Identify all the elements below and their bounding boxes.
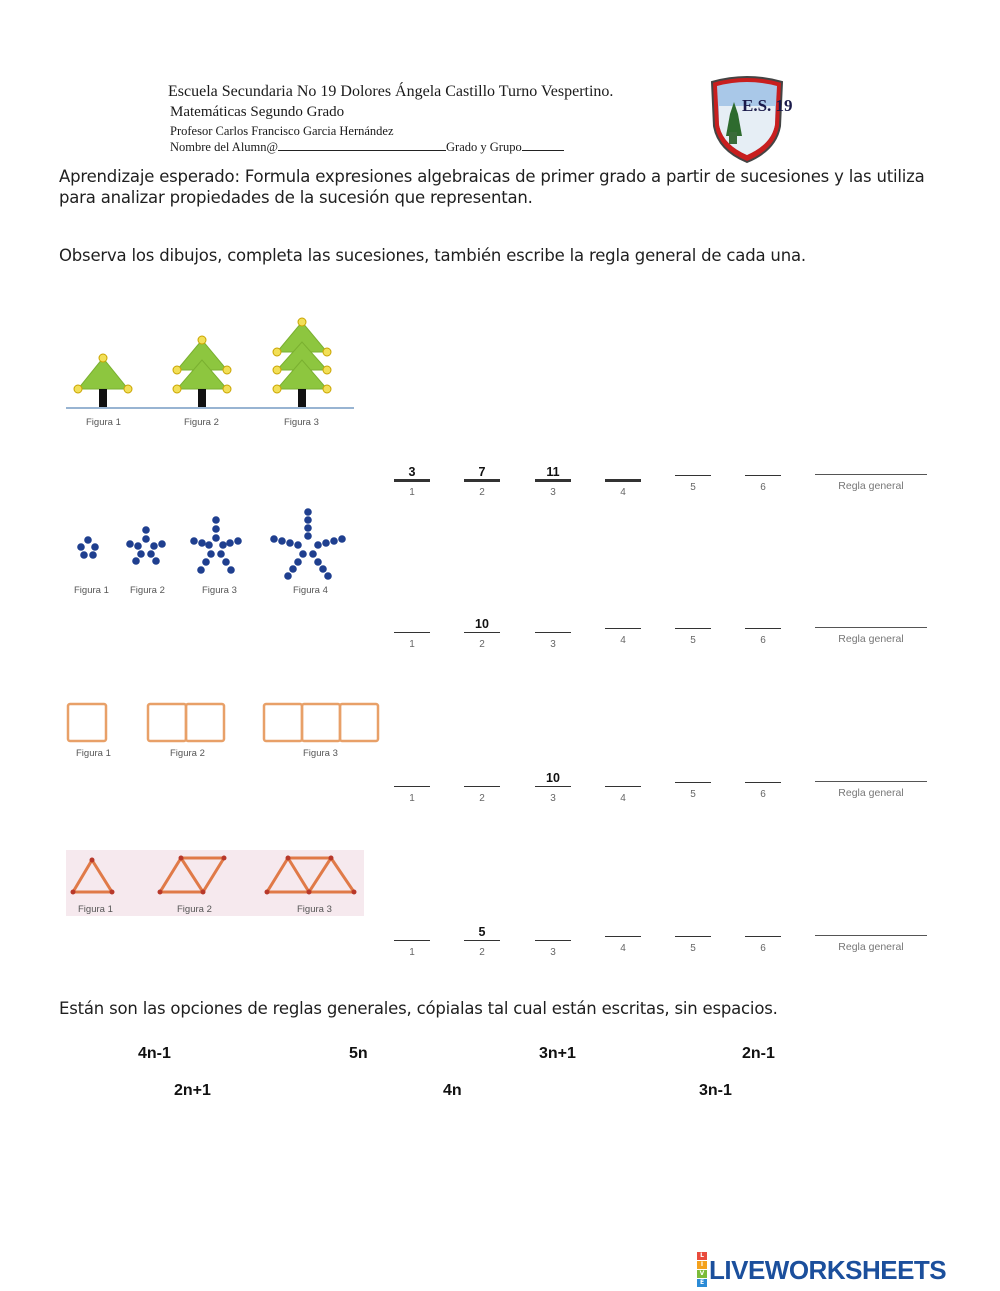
slot-4[interactable] — [605, 918, 641, 954]
slot-6[interactable] — [745, 610, 781, 646]
slot-number: 6 — [760, 635, 766, 646]
slot-number: 2 — [479, 639, 485, 650]
slot-value: 7 — [478, 465, 486, 479]
slot-5[interactable] — [675, 764, 711, 800]
brand-text: LIVEWORKSHEETS — [709, 1254, 947, 1285]
dot-figures — [68, 506, 358, 582]
option-5n: 5n — [349, 1045, 368, 1062]
figure-label: Figura 2 — [130, 585, 165, 596]
slot-2[interactable] — [464, 768, 500, 804]
tree-figure-3 — [273, 318, 331, 407]
slot-number: 6 — [760, 789, 766, 800]
figure-label: Figura 2 — [184, 417, 219, 428]
dot-figure-2 — [126, 526, 166, 565]
slot-number: 3 — [550, 793, 556, 804]
slot-3[interactable] — [535, 922, 571, 958]
rule-label: Regla general — [838, 480, 904, 492]
slot-value: 3 — [408, 465, 416, 479]
slot-3[interactable] — [535, 462, 571, 498]
grade-field[interactable] — [522, 139, 564, 151]
figure-label: Figura 1 — [86, 417, 121, 428]
rule-field-4[interactable] — [815, 918, 927, 953]
rule-field-3[interactable] — [815, 764, 927, 799]
tree-figure-1 — [74, 354, 132, 407]
square-figures — [64, 700, 384, 746]
rule-field-2[interactable] — [815, 610, 927, 645]
slot-2[interactable] — [464, 922, 500, 958]
school-name: Escuela Secundaria No 19 Dolores Ángela Castillo Turno Vespertino. — [168, 83, 614, 100]
rule-label: Regla general — [838, 633, 904, 645]
option-3n-1: 3n-1 — [699, 1082, 732, 1099]
rule-field-1[interactable] — [815, 457, 927, 492]
square-figure-2 — [148, 704, 224, 741]
slot-1[interactable] — [394, 462, 430, 498]
options-intro: Están son las opciones de reglas generales, cópialas tal cual están escritas, sin espacios. — [59, 999, 778, 1018]
rule-label: Regla general — [838, 787, 904, 799]
live-icon: L I V E — [697, 1252, 707, 1288]
slot-1[interactable] — [394, 768, 430, 804]
slot-5[interactable] — [675, 610, 711, 646]
dot-figure-4 — [270, 508, 346, 580]
slot-1[interactable] — [394, 614, 430, 650]
slot-4[interactable] — [605, 462, 641, 498]
figure-label: Figura 3 — [303, 748, 338, 759]
slot-number: 4 — [620, 635, 626, 646]
square-figure-1 — [68, 704, 106, 741]
figure-label: Figura 4 — [293, 585, 328, 596]
slot-number: 5 — [690, 789, 696, 800]
student-label: Nombre del Alumn@ — [170, 140, 279, 154]
slot-number: 1 — [409, 639, 415, 650]
slot-5[interactable] — [675, 918, 711, 954]
slot-number: 4 — [620, 793, 626, 804]
slot-value: 5 — [478, 925, 486, 939]
slot-1[interactable] — [394, 922, 430, 958]
slot-4[interactable] — [605, 768, 641, 804]
figure-label: Figura 1 — [78, 904, 113, 915]
slot-number: 1 — [409, 793, 415, 804]
figure-label: Figura 3 — [284, 417, 319, 428]
slot-number: 2 — [479, 793, 485, 804]
slot-number: 3 — [550, 487, 556, 498]
slot-number: 1 — [409, 947, 415, 958]
instruction: Observa los dibujos, completa las sucesiones, también escribe la regla general de cada una. — [59, 246, 806, 265]
slot-number: 6 — [760, 482, 766, 493]
option-3n+1: 3n+1 — [539, 1045, 576, 1062]
subject: Matemáticas Segundo Grado — [170, 104, 345, 120]
dot-figure-3 — [190, 516, 242, 574]
figure-label: Figura 1 — [74, 585, 109, 596]
slot-value: 11 — [546, 465, 560, 479]
learning-objective: Aprendizaje esperado: Formula expresiones algebraicas de primer grado a partir de sucesiones y las utiliza para analizar propiedades de la sucesión que representan. — [59, 167, 925, 207]
slot-number: 4 — [620, 487, 626, 498]
option-2n-1: 2n-1 — [742, 1045, 775, 1062]
slot-number: 6 — [760, 943, 766, 954]
slot-6[interactable] — [745, 918, 781, 954]
square-figure-3 — [264, 704, 378, 741]
slot-number: 2 — [479, 947, 485, 958]
slot-value: 10 — [546, 771, 560, 785]
figure-label: Figura 1 — [76, 748, 111, 759]
student-line — [170, 139, 564, 155]
slot-6[interactable] — [745, 457, 781, 493]
teacher: Profesor Carlos Francisco Garcia Hernández — [170, 124, 394, 138]
figure-label: Figura 2 — [177, 904, 212, 915]
tree-figure-2 — [173, 336, 231, 407]
figure-label: Figura 2 — [170, 748, 205, 759]
slot-number: 5 — [690, 943, 696, 954]
option-4n: 4n — [443, 1082, 462, 1099]
slot-number: 5 — [690, 482, 696, 493]
slot-3[interactable] — [535, 768, 571, 804]
option-2n+1: 2n+1 — [174, 1082, 211, 1099]
slot-number: 2 — [479, 487, 485, 498]
slot-number: 1 — [409, 487, 415, 498]
slot-number: 5 — [690, 635, 696, 646]
dot-figure-1 — [77, 536, 99, 559]
student-name-field[interactable] — [278, 139, 446, 151]
slot-2[interactable] — [464, 614, 500, 650]
liveworksheets-logo — [697, 1253, 946, 1287]
slot-number: 3 — [550, 639, 556, 650]
rule-label: Regla general — [838, 941, 904, 953]
school-logo — [708, 74, 793, 164]
slot-4[interactable] — [605, 610, 641, 646]
logo-text: E.S. 19 — [742, 96, 793, 115]
slot-number: 4 — [620, 943, 626, 954]
tree-figures — [66, 300, 356, 412]
option-4n-1: 4n-1 — [138, 1045, 171, 1062]
slot-3[interactable] — [535, 614, 571, 650]
slot-number: 3 — [550, 947, 556, 958]
grade-label: Grado y Grupo — [446, 140, 522, 154]
figure-label: Figura 3 — [297, 904, 332, 915]
slot-5[interactable] — [675, 457, 711, 493]
slot-2[interactable] — [464, 462, 500, 498]
slot-6[interactable] — [745, 764, 781, 800]
slot-value: 10 — [475, 617, 489, 631]
figure-label: Figura 3 — [202, 585, 237, 596]
